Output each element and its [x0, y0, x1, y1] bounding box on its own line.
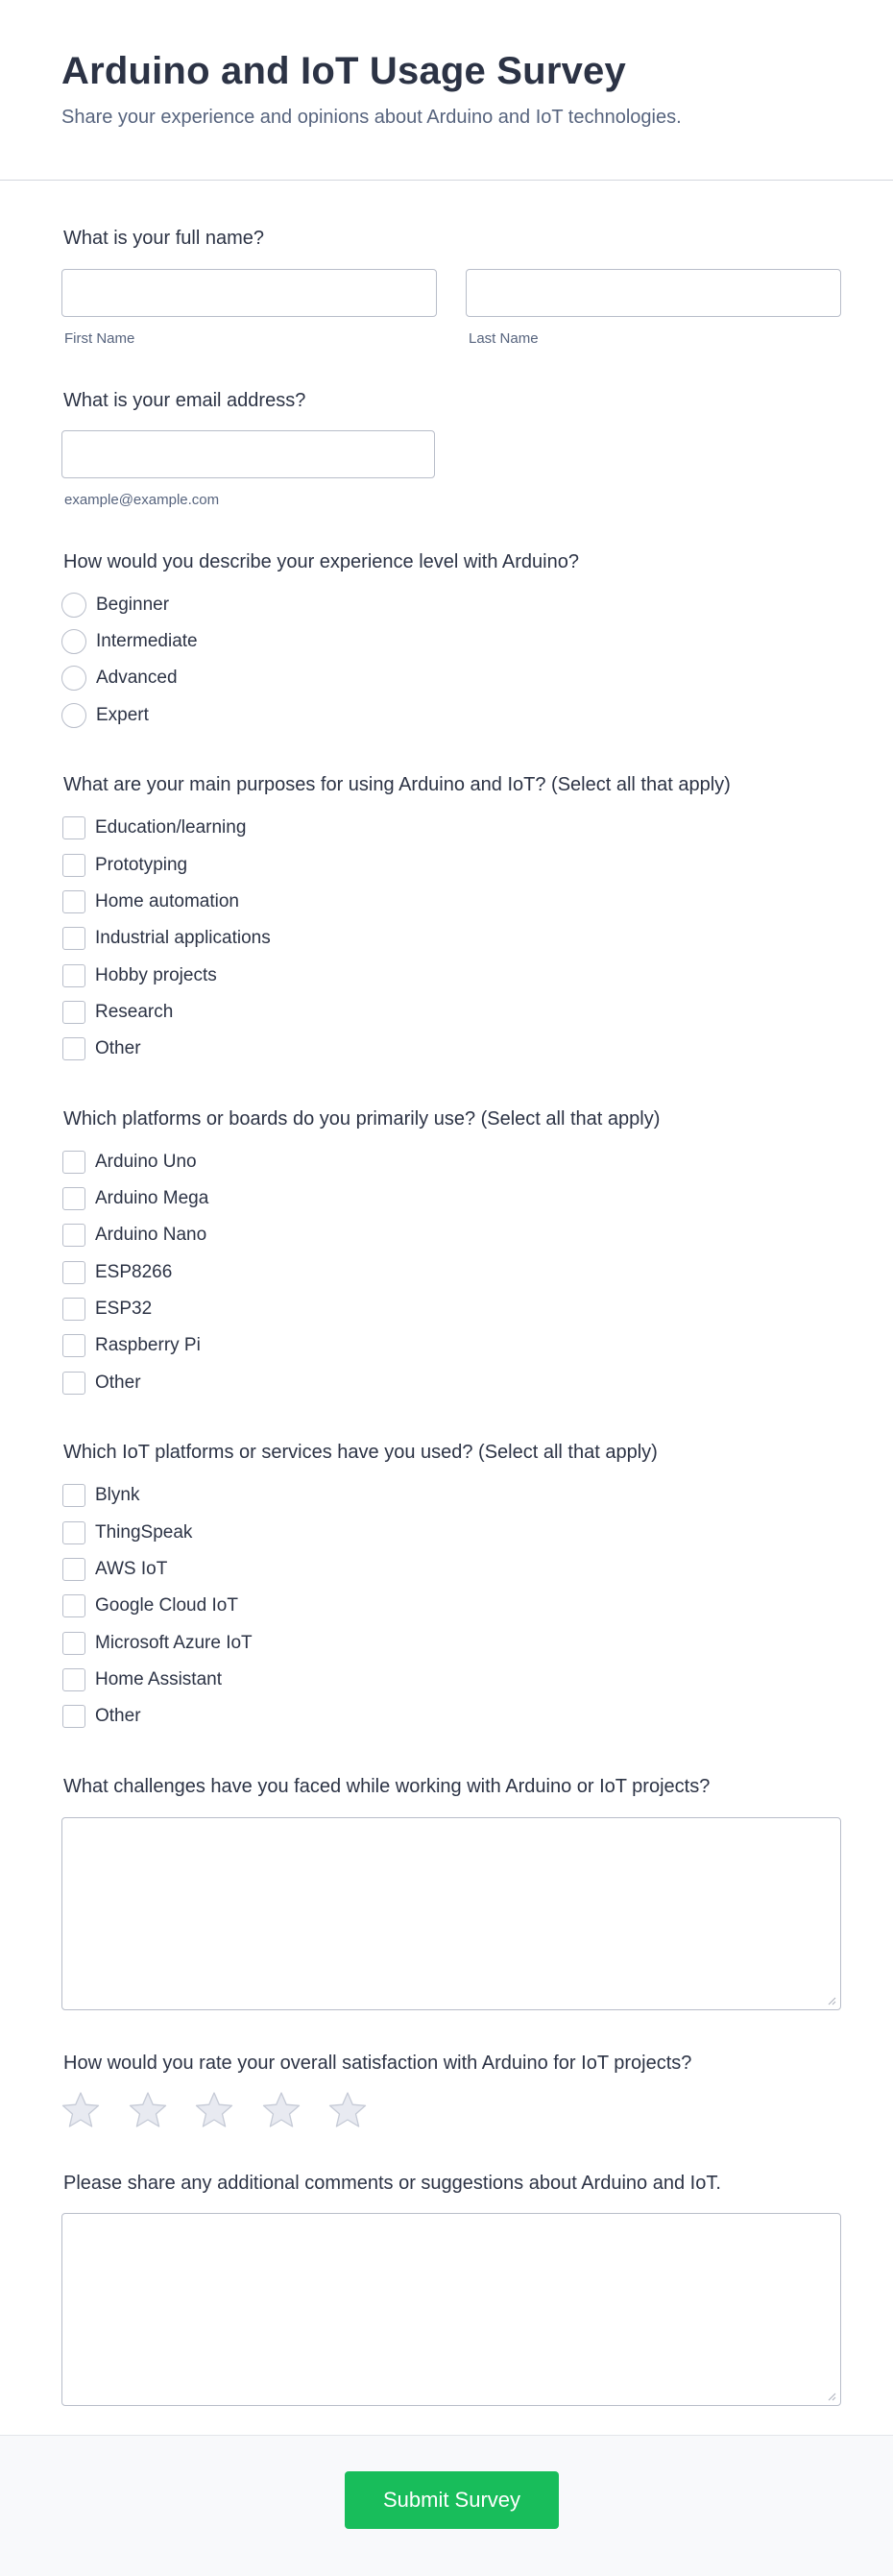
checkbox[interactable] [62, 1484, 85, 1507]
checkbox[interactable] [62, 1632, 85, 1655]
star-icon[interactable] [327, 2091, 368, 2129]
checkbox-option-label: Microsoft Azure IoT [95, 1633, 253, 1653]
checkbox[interactable] [62, 1334, 85, 1357]
last-name-sublabel: Last Name [469, 330, 539, 347]
star-icon[interactable] [194, 2091, 234, 2129]
question-satisfaction: How would you rate your overall satisfaction with Arduino for IoT projects? [63, 2053, 692, 2074]
checkbox-option-label: Other [95, 1706, 141, 1726]
checkbox-option-label: ESP32 [95, 1299, 153, 1319]
survey-header [0, 0, 893, 181]
checkbox-option-arduino-nano[interactable] [61, 1223, 206, 1248]
checkbox[interactable] [62, 1372, 85, 1395]
email-input[interactable] [61, 430, 435, 478]
checkbox-option-hobby[interactable] [61, 963, 217, 988]
checkbox-option-google-cloud-iot[interactable] [61, 1593, 238, 1618]
submit-survey-button[interactable]: Submit Survey [345, 2471, 559, 2529]
checkbox-option-blynk[interactable] [61, 1483, 139, 1508]
checkbox[interactable] [62, 1594, 85, 1617]
checkbox-option-label: ThingSpeak [95, 1522, 193, 1543]
checkbox[interactable] [62, 890, 85, 913]
checkbox-option-label: AWS IoT [95, 1559, 168, 1579]
checkbox[interactable] [62, 1558, 85, 1581]
checkbox-option-home-assistant[interactable] [61, 1667, 222, 1692]
checkbox-option-label: Education/learning [95, 817, 247, 838]
checkbox-option-label: Blynk [95, 1485, 140, 1505]
challenges-textarea[interactable] [61, 1817, 841, 2010]
page-subtitle: Share your experience and opinions about Arduino and IoT technologies. [61, 107, 682, 128]
star-icon[interactable] [60, 2091, 101, 2129]
checkbox-option-label: Industrial applications [95, 928, 271, 948]
checkbox-option-label: Other [95, 1038, 141, 1058]
question-email: What is your email address? [63, 390, 306, 411]
radio-option-label: Expert [96, 705, 149, 725]
checkbox-option-other[interactable] [61, 1704, 141, 1729]
checkbox[interactable] [62, 927, 85, 950]
checkbox[interactable] [62, 1187, 85, 1210]
checkbox-option-education[interactable] [61, 815, 246, 840]
question-comments: Please share any additional comments or suggestions about Arduino and IoT. [63, 2173, 721, 2194]
question-experience: How would you describe your experience level with Arduino? [63, 551, 579, 572]
last-name-input[interactable] [466, 269, 841, 317]
checkbox-option-label: Arduino Nano [95, 1225, 207, 1245]
radio-option-label: Beginner [96, 595, 170, 615]
checkbox-option-label: Home automation [95, 891, 239, 911]
checkbox[interactable] [62, 1001, 85, 1024]
checkbox-option-label: Hobby projects [95, 965, 217, 985]
first-name-input[interactable] [61, 269, 437, 317]
question-platforms: Which platforms or boards do you primarily use? (Select all that apply) [63, 1108, 661, 1130]
checkbox-option-aws-iot[interactable] [61, 1557, 167, 1582]
checkbox-option-arduino-mega[interactable] [61, 1186, 208, 1211]
checkbox[interactable] [62, 1151, 85, 1174]
question-iot-services: Which IoT platforms or services have you used? (Select all that apply) [63, 1442, 658, 1463]
radio-option-beginner[interactable] [61, 593, 169, 618]
checkbox[interactable] [62, 1521, 85, 1544]
checkbox[interactable] [62, 964, 85, 987]
checkbox-option-esp32[interactable] [61, 1297, 152, 1322]
radio-button[interactable] [61, 629, 86, 654]
checkbox-option-label: Home Assistant [95, 1669, 222, 1689]
checkbox[interactable] [62, 1224, 85, 1247]
first-name-sublabel: First Name [64, 330, 135, 347]
question-purposes: What are your main purposes for using Arduino and IoT? (Select all that apply) [63, 774, 731, 795]
radio-option-label: Advanced [96, 668, 178, 688]
comments-textarea[interactable] [61, 2213, 841, 2406]
checkbox-option-label: Arduino Mega [95, 1188, 209, 1208]
checkbox[interactable] [62, 1298, 85, 1321]
radio-option-advanced[interactable] [61, 666, 178, 691]
checkbox-option-arduino-uno[interactable] [61, 1150, 197, 1175]
checkbox-option-label: ESP8266 [95, 1262, 173, 1282]
resize-grip-icon[interactable] [827, 1996, 836, 2005]
radio-option-expert[interactable] [61, 703, 149, 728]
question-challenges: What challenges have you faced while working with Arduino or IoT projects? [63, 1776, 711, 1797]
checkbox-option-raspberry-pi[interactable] [61, 1333, 201, 1358]
checkbox-option-home-automation[interactable] [61, 889, 239, 914]
question-full-name: What is your full name? [63, 228, 264, 249]
checkbox-option-prototyping[interactable] [61, 853, 187, 878]
checkbox-option-thingspeak[interactable] [61, 1520, 192, 1545]
checkbox-option-label: Prototyping [95, 855, 188, 875]
radio-button[interactable] [61, 593, 86, 618]
checkbox-option-label: Google Cloud IoT [95, 1595, 238, 1616]
checkbox-option-label: Other [95, 1373, 141, 1393]
email-sublabel: example@example.com [64, 492, 220, 508]
checkbox[interactable] [62, 1037, 85, 1060]
form-footer [0, 2435, 893, 2576]
star-icon[interactable] [128, 2091, 168, 2129]
page-title: Arduino and IoT Usage Survey [61, 50, 626, 92]
checkbox[interactable] [62, 854, 85, 877]
checkbox-option-other[interactable] [61, 1036, 141, 1061]
star-icon[interactable] [261, 2091, 302, 2129]
radio-option-label: Intermediate [96, 631, 198, 651]
checkbox-option-research[interactable] [61, 1000, 173, 1025]
checkbox-option-label: Research [95, 1002, 174, 1022]
checkbox[interactable] [62, 1668, 85, 1691]
resize-grip-icon[interactable] [827, 2392, 836, 2401]
radio-button[interactable] [61, 666, 86, 691]
checkbox-option-label: Arduino Uno [95, 1152, 197, 1172]
checkbox[interactable] [62, 1705, 85, 1728]
checkbox-option-industrial[interactable] [61, 926, 271, 951]
checkbox-option-azure-iot[interactable] [61, 1631, 253, 1656]
checkbox-option-esp8266[interactable] [61, 1260, 172, 1285]
checkbox[interactable] [62, 816, 85, 839]
radio-button[interactable] [61, 703, 86, 728]
checkbox[interactable] [62, 1261, 85, 1284]
checkbox-option-other[interactable] [61, 1371, 141, 1396]
radio-option-intermediate[interactable] [61, 629, 198, 654]
checkbox-option-label: Raspberry Pi [95, 1335, 201, 1355]
